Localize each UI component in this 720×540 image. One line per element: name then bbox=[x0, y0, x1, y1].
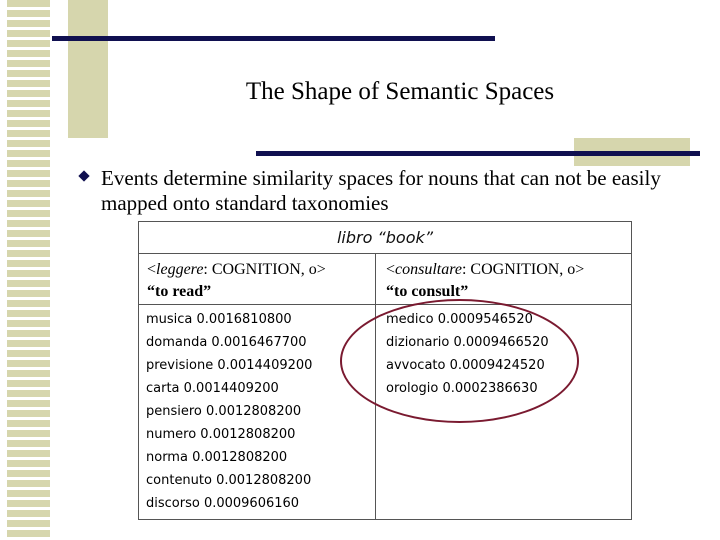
list-item: norma 0.0012808200 bbox=[146, 450, 288, 465]
list-item: avvocato 0.0009424520 bbox=[386, 358, 545, 373]
title-decor-block-left bbox=[68, 0, 108, 138]
table-header: libro “book” bbox=[139, 222, 631, 254]
left-gloss: “to read” bbox=[147, 283, 212, 300]
list-item: carta 0.0014409200 bbox=[146, 381, 279, 396]
slide-title: The Shape of Semantic Spaces bbox=[245, 78, 555, 105]
right-verb: consultare bbox=[395, 261, 462, 278]
right-column-header bbox=[386, 259, 584, 303]
left-column-header bbox=[147, 259, 326, 303]
diamond-bullet-icon bbox=[78, 170, 89, 181]
left-verb-frame: <leggere: COGNITION, o> bbox=[147, 261, 326, 278]
list-item: contenuto 0.0012808200 bbox=[146, 473, 312, 488]
list-item: medico 0.0009546520 bbox=[386, 312, 533, 327]
striped-sidebar-decoration bbox=[0, 0, 50, 540]
list-item: domanda 0.0016467700 bbox=[146, 335, 307, 350]
left-verb: leggere bbox=[156, 261, 204, 278]
title-decor-line-bottom bbox=[256, 151, 700, 156]
row-divider bbox=[139, 304, 631, 305]
right-gloss: “to consult” bbox=[386, 283, 469, 300]
list-item: previsione 0.0014409200 bbox=[146, 358, 313, 373]
highlight-ellipse bbox=[340, 299, 579, 423]
title-decor-line-top bbox=[52, 36, 495, 41]
list-item: pensiero 0.0012808200 bbox=[146, 404, 302, 419]
list-item: musica 0.0016810800 bbox=[146, 312, 292, 327]
bullet-text: Events determine similarity spaces for nouns that can not be easily mapped onto standard taxonomies bbox=[101, 166, 661, 215]
list-item: numero 0.0012808200 bbox=[146, 427, 296, 442]
left-noun-list bbox=[146, 308, 312, 515]
list-item: orologio 0.0002386630 bbox=[386, 381, 538, 396]
list-item: discorso 0.0009606160 bbox=[146, 496, 300, 511]
list-item: dizionario 0.0009466520 bbox=[386, 335, 549, 350]
right-verb-frame: <consultare: COGNITION, o> bbox=[386, 261, 585, 278]
